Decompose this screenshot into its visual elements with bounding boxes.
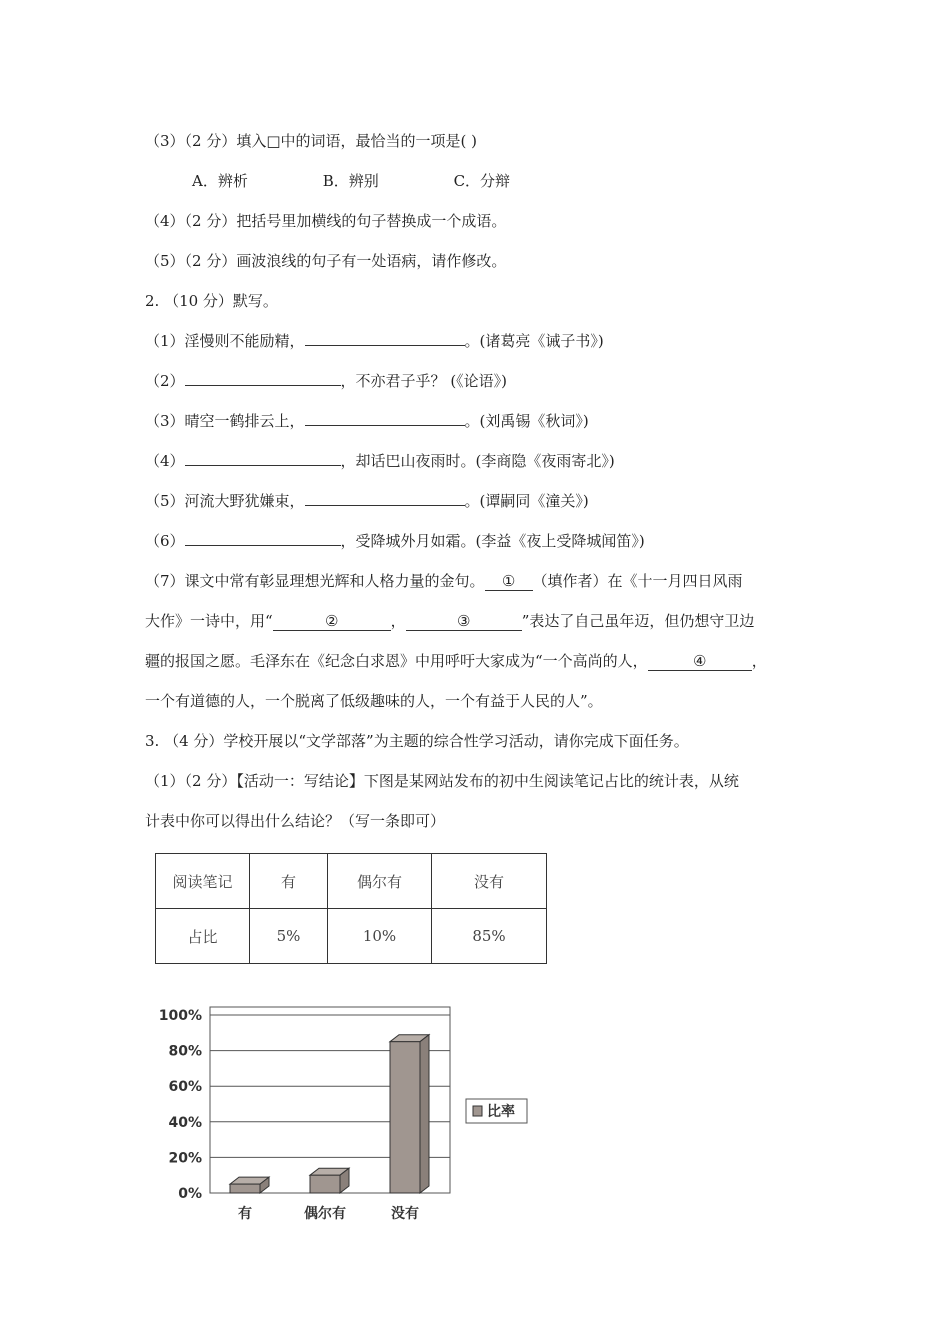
y-tick-label: 20% <box>168 1150 202 1167</box>
table-cell: 占比 <box>156 909 250 964</box>
q2-item-7-line3: 疆的报国之愿。毛泽东在《纪念白求恩》中用呼吁大家成为“一个高尚的人， ④ ， <box>145 652 767 670</box>
q2-item-6: （6） ，受降城外月如霜。(李益《夜上受降城闻笛》) <box>145 532 645 550</box>
x-tick-label: 没有 <box>391 1206 419 1222</box>
q1-item-4: （4）（2 分）把括号里加横线的句子替换成一个成语。 <box>145 212 507 230</box>
blank-4[interactable]: ④ <box>648 652 752 671</box>
x-tick-label: 有 <box>238 1206 252 1222</box>
reading-notes-table <box>155 853 547 964</box>
table-cell: 没有 <box>432 854 547 909</box>
q3-item-1-line2: 计表中你可以得出什么结论？（写一条即可） <box>145 812 446 830</box>
reading-notes-bar-chart <box>150 1000 550 1230</box>
y-tick-label: 80% <box>168 1043 202 1060</box>
q2-item-7-line4: 一个有道德的人，一个脱离了低级趣味的人，一个有益于人民的人”。 <box>145 692 603 710</box>
table-cell: 阅读笔记 <box>156 854 250 909</box>
answer-blank[interactable] <box>185 451 341 466</box>
table-cell: 5% <box>250 909 328 964</box>
q1-options <box>192 171 580 191</box>
q1-item-5: （5）（2 分）画波浪线的句子有一处语病，请作修改。 <box>145 252 507 270</box>
x-tick-label: 偶尔有 <box>304 1206 346 1222</box>
answer-blank[interactable] <box>185 531 341 546</box>
table-cell: 偶尔有 <box>328 854 432 909</box>
option-b[interactable]: B．辨别 <box>322 172 379 190</box>
option-a[interactable]: A．辨析 <box>192 172 248 190</box>
blank-3[interactable]: ③ <box>406 612 522 631</box>
q2-item-4: （4） ，却话巴山夜雨时。(李商隐《夜雨寄北》) <box>145 452 615 470</box>
blank-1[interactable]: ① <box>485 572 533 591</box>
table-row <box>156 909 547 964</box>
q1-item-3: （3）（2 分）填入□中的词语，最恰当的一项是( ) <box>145 132 478 150</box>
q2-item-5: （5）河流大野犹嫌束， 。(谭嗣同《潼关》) <box>145 492 589 510</box>
y-tick-label: 0% <box>178 1186 202 1202</box>
answer-blank[interactable] <box>185 371 341 386</box>
table-cell: 10% <box>328 909 432 964</box>
y-tick-label: 40% <box>168 1114 202 1131</box>
table-cell: 85% <box>432 909 547 964</box>
q2-item-2: （2） ，不亦君子乎？ (《论语》) <box>145 372 508 390</box>
q2-title: 2. （10 分）默写。 <box>145 292 278 310</box>
bar <box>390 1035 429 1193</box>
q3-title: 3. （4 分）学校开展以“文学部落”为主题的综合性学习活动，请你完成下面任务。 <box>145 732 689 750</box>
legend-label: 比率 <box>487 1104 515 1120</box>
table-header-row <box>156 854 547 909</box>
answer-blank[interactable] <box>305 331 465 346</box>
q2-item-1: （1）淫慢则不能励精， 。(诸葛亮《诫子书》) <box>145 332 604 350</box>
q2-item-3: （3）晴空一鹤排云上， 。(刘禹锡《秋词》) <box>145 412 589 430</box>
q3-item-1-line1: （1）（2 分）【活动一：写结论】下图是某网站发布的初中生阅读笔记占比的统计表，从统 <box>145 772 739 790</box>
q2-item-7-line1: （7）课文中常有彰显理想光辉和人格力量的金句。 ① （填作者）在《十一月四日风雨 <box>145 572 743 590</box>
y-tick-label: 60% <box>168 1079 202 1096</box>
q2-item-7-line2: 大作》一诗中，用“ ② ， ③ ”表达了自己虽年迈，但仍想守卫边 <box>145 612 755 630</box>
answer-blank[interactable] <box>305 411 465 426</box>
bar <box>230 1177 269 1193</box>
answer-blank[interactable] <box>305 491 465 506</box>
option-c[interactable]: C．分辩 <box>453 172 511 190</box>
y-tick-label: 100% <box>158 1008 202 1024</box>
bar <box>310 1168 349 1193</box>
table-cell: 有 <box>250 854 328 909</box>
legend-swatch <box>473 1106 482 1116</box>
blank-2[interactable]: ② <box>273 612 391 631</box>
